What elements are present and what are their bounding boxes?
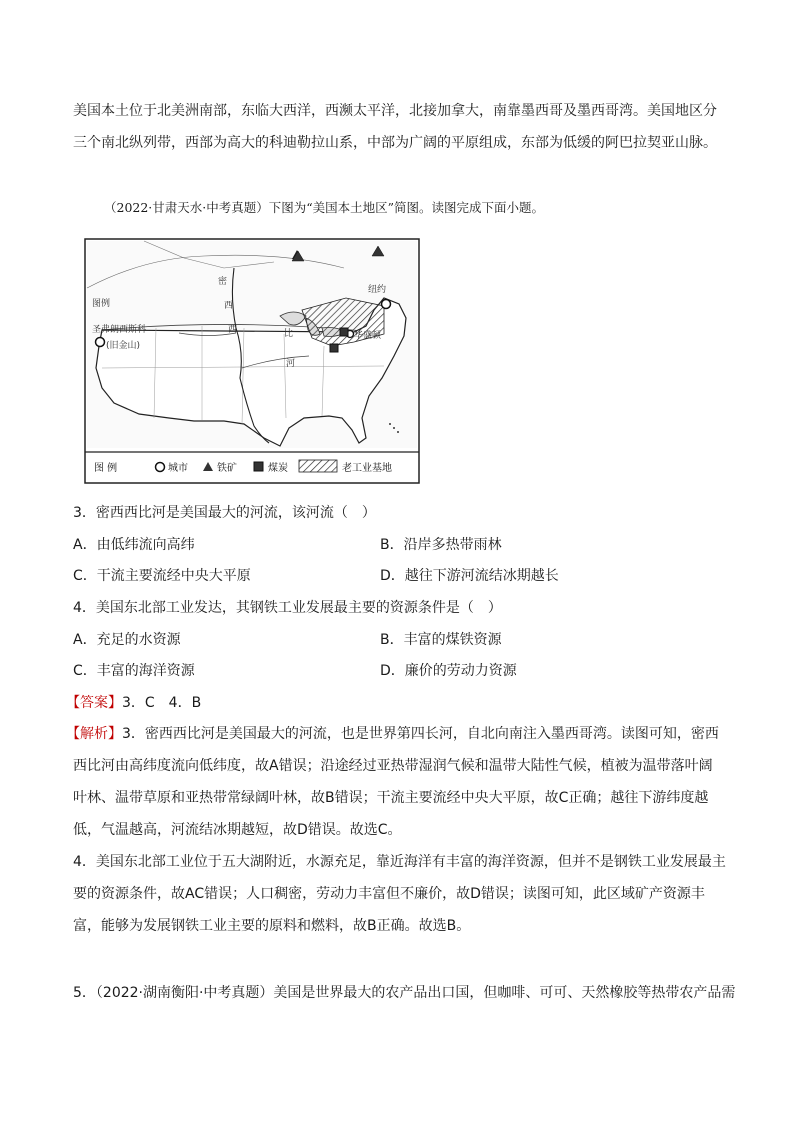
q3-option-c: C．干流主要流经中央大平原 xyxy=(73,568,251,584)
legend-iron-label: 铁矿 xyxy=(217,463,237,474)
analysis-line-1 xyxy=(66,724,719,744)
city-san-francisco-label: 圣弗朗西斯科 xyxy=(92,325,147,335)
island-dot-2 xyxy=(393,427,395,429)
legend-title: 图 例 xyxy=(94,463,118,474)
analysis-line-7: 富，能够为发展钢铁工业主要的原料和燃料，故B正确。故选B。 xyxy=(73,918,471,934)
river-char-1: 密 xyxy=(218,277,228,287)
intro-line-1: 美国本土位于北美洲南部，东临大西洋，西濒太平洋，北接加拿大，南靠墨西哥及墨西哥湾。美国地区分 xyxy=(73,103,717,119)
answer-text: 3．C 4．B xyxy=(122,695,202,711)
q3-option-b: B．沿岸多热带雨林 xyxy=(380,537,502,553)
q4-stem: 4．美国东北部工业发达，其钢铁工业发展最主要的资源条件是（ ） xyxy=(73,600,502,616)
island-dot-1 xyxy=(389,423,391,425)
river-char-4: 比 xyxy=(284,329,294,339)
river-char-5: 河 xyxy=(286,359,296,369)
legend-base-label: 老工业基地 xyxy=(342,463,392,474)
q4-option-a: A．充足的水资源 xyxy=(73,632,181,648)
legend-city-icon xyxy=(156,463,165,472)
legend-coal-label: 煤炭 xyxy=(268,463,288,474)
q3-stem: 3．密西西比河是美国最大的河流，该河流（ ） xyxy=(73,505,376,521)
analysis-line-4: 低，气温越高，河流结冰期越短，故D错误。故选C。 xyxy=(73,822,402,838)
answer-tag: 【答案】 xyxy=(66,695,122,711)
legend-city-label: 城市 xyxy=(168,463,188,474)
q4-option-b: B．丰富的煤铁资源 xyxy=(380,632,502,648)
river-char-2: 西 xyxy=(224,301,234,311)
river-char-3: 西 xyxy=(228,325,238,335)
city-new-york-marker xyxy=(382,300,391,309)
city-washington-label: 华盛顿 xyxy=(354,331,382,341)
answer-line xyxy=(66,693,716,713)
analysis-line-6: 要的资源条件，故AC错误；人口稠密，劳动力丰富但不廉价，故D错误；读图可知，此区域矿产资源丰 xyxy=(73,886,705,902)
question-source: （2022·甘肃天水·中考真题）下图为“美国本土地区”简图。读图完成下面小题。 xyxy=(104,200,545,215)
q5-line: 5．（2022·湖南衡阳·中考真题）美国是世界最大的农产品出口国，但咖啡、可可、天然橡胶等热带农产品需 xyxy=(73,985,736,1001)
q4-option-c: C．丰富的海洋资源 xyxy=(73,663,195,679)
analysis-text-1: 3．密西西比河是美国最大的河流，也是世界第四长河，自北向南注入墨西哥湾。读图可知，密西 xyxy=(122,726,719,742)
analysis-line-5: 4．美国东北部工业位于五大湖附近，水源充足，靠近海洋有丰富的海洋资源，但并不是钢铁工业发展最主 xyxy=(73,854,726,870)
coal-marker-1 xyxy=(340,328,348,336)
q3-option-d: D．越往下游河流结冰期越长 xyxy=(380,568,559,584)
q3-option-a: A．由低纬流向高纬 xyxy=(73,537,195,553)
usa-map-figure xyxy=(84,238,420,484)
city-new-york-label: 纽约 xyxy=(368,285,387,295)
city-san-francisco-marker xyxy=(96,338,105,347)
coal-marker-2 xyxy=(330,344,338,352)
legend-base-icon xyxy=(299,460,337,472)
legend-coal-icon xyxy=(254,462,263,471)
analysis-line-2: 西比河由高纬度流向低纬度，故A错误；沿途经过亚热带湿润气候和温带大陆性气候，植被为温带落叶阔 xyxy=(73,758,713,774)
island-dot-3 xyxy=(397,431,399,433)
analysis-tag: 【解析】 xyxy=(66,726,122,742)
inner-legend-label: 图例 xyxy=(92,299,111,309)
analysis-line-3: 叶林、温带草原和亚热带常绿阔叶林，故B错误；干流主要流经中央大平原，故C正确；越往下游纬度越 xyxy=(73,790,709,806)
intro-line-2: 三个南北纵列带，西部为高大的科迪勒拉山系，中部为广阔的平原组成，东部为低缓的阿巴拉契亚山脉。 xyxy=(73,135,717,151)
q4-option-d: D．廉价的劳动力资源 xyxy=(380,663,517,679)
city-san-francisco-alt: (旧金山) xyxy=(106,341,141,351)
